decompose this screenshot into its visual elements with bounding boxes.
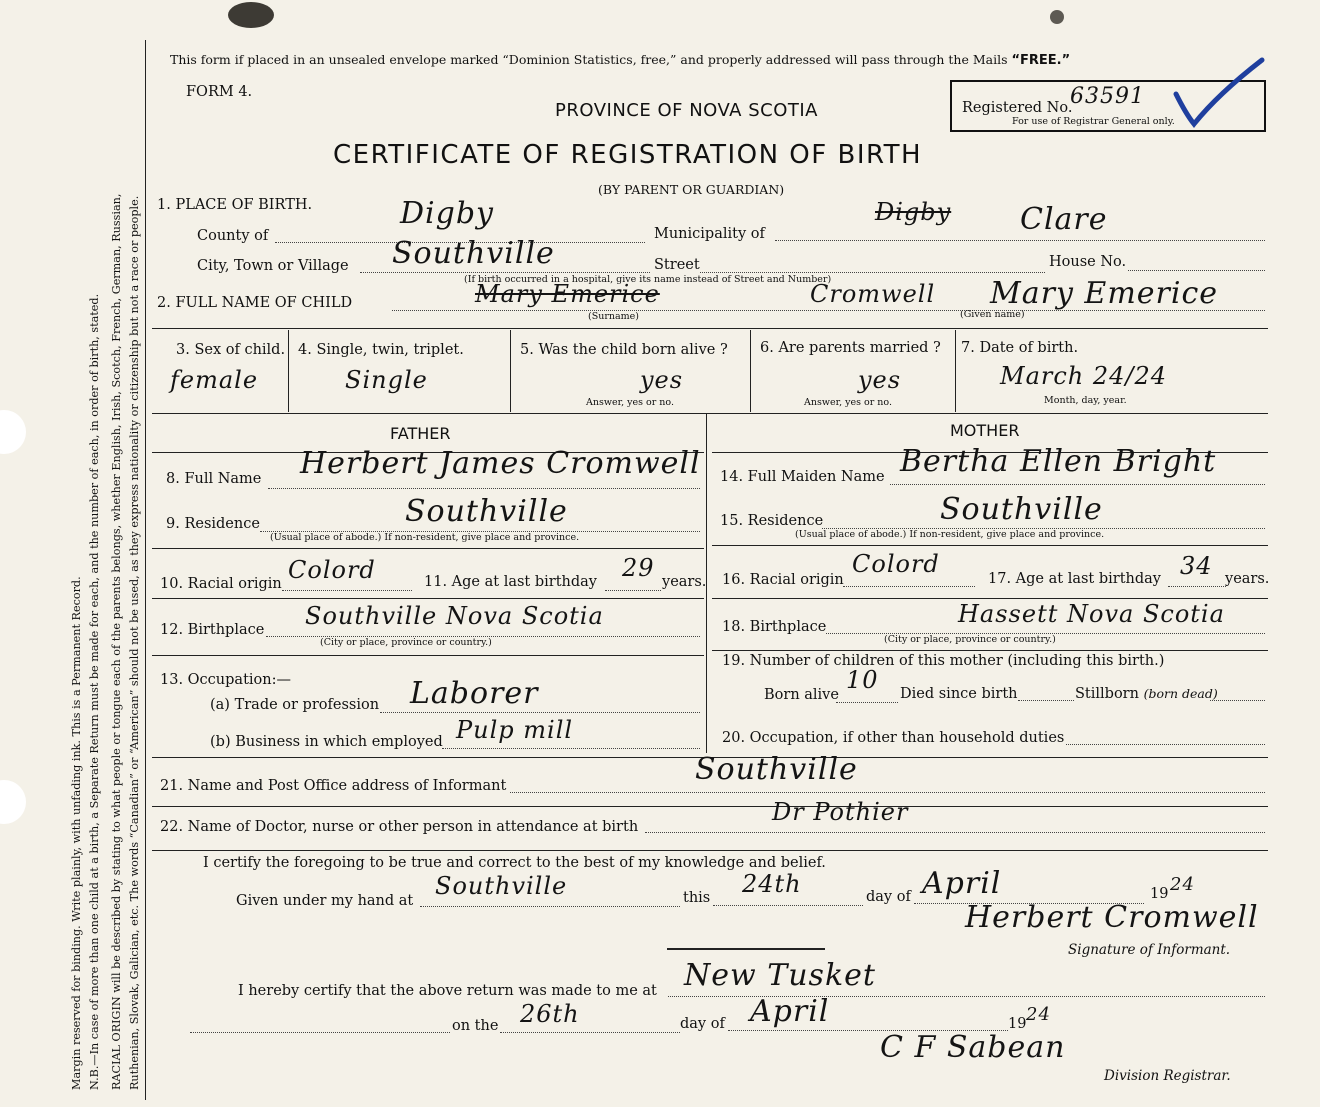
city-label: City, Town or Village bbox=[197, 258, 349, 274]
registered-number: 63591 bbox=[1070, 84, 1145, 109]
father-residence-value: Southville bbox=[405, 494, 568, 529]
registrar-statement: I hereby certify that the above return was made to me at bbox=[238, 983, 657, 999]
registrar-signature: C F Sabean bbox=[880, 1030, 1066, 1065]
margin-racial-origin-note: RACIAL ORIGIN will be described by stating to what people or tongue each of the parents belongs, whether English, Irish, Scotch, French, German, Russian, bbox=[110, 193, 123, 1090]
mother-age-value: 34 bbox=[1180, 552, 1213, 580]
binder-hole bbox=[0, 410, 26, 454]
form-number: FORM 4. bbox=[186, 84, 253, 100]
registrar-place-value: New Tusket bbox=[684, 958, 876, 993]
given-year-value: 24 bbox=[1170, 874, 1195, 895]
father-age-unit: years. bbox=[662, 574, 707, 590]
died-since-birth-label: Died since birth bbox=[900, 686, 1018, 702]
ink-stain bbox=[1050, 10, 1064, 24]
plurality-value: Single bbox=[345, 366, 428, 394]
sex-label: 3. Sex of child. bbox=[176, 342, 286, 358]
street-label: Street bbox=[654, 257, 700, 273]
mother-children-label: 19. Number of children of this mother (including this birth.) bbox=[722, 653, 1165, 669]
father-heading: FATHER bbox=[390, 424, 451, 443]
mother-age-label: 17. Age at last birthday bbox=[988, 571, 1161, 587]
child-name-label: 2. FULL NAME OF CHILD bbox=[157, 295, 353, 311]
father-business-value: Pulp mill bbox=[456, 716, 574, 744]
date-of-birth-value: March 24/24 bbox=[1000, 362, 1168, 390]
margin-binding-note: Margin reserved for binding. Write plainly, with unfading ink. This is a Permanent Record. bbox=[70, 576, 83, 1090]
born-alive-note: Answer, yes or no. bbox=[586, 397, 675, 408]
registrar-note: For use of Registrar General only. bbox=[1012, 116, 1175, 127]
mother-birthplace-label: 18. Birthplace bbox=[722, 619, 827, 635]
parents-married-label: 6. Are parents married ? bbox=[760, 340, 941, 356]
form-border-left bbox=[145, 40, 146, 1100]
given-year-prefix: 19 bbox=[1150, 886, 1169, 902]
informant-signature: Herbert Cromwell bbox=[965, 900, 1259, 935]
registration-year-value: 24 bbox=[1026, 1004, 1051, 1025]
mother-residence-note: (Usual place of abode.) If non-resident, give place and province. bbox=[795, 529, 1105, 540]
child-name-struck: Mary Emerice bbox=[475, 280, 660, 308]
father-business-label: (b) Business in which employed bbox=[210, 734, 443, 750]
plurality-label: 4. Single, twin, triplet. bbox=[298, 342, 464, 358]
father-age-label: 11. Age at last birthday bbox=[424, 574, 597, 590]
sex-value: female bbox=[170, 366, 259, 394]
father-name-value: Herbert James Cromwell bbox=[300, 446, 701, 481]
given-day-of-label: day of bbox=[866, 889, 911, 905]
mother-heading: MOTHER bbox=[950, 421, 1020, 440]
date-of-birth-note: Month, day, year. bbox=[1044, 395, 1127, 406]
father-birthplace-label: 12. Birthplace bbox=[160, 622, 265, 638]
born-alive-label: 5. Was the child born alive ? bbox=[520, 342, 728, 358]
surname-note: (Surname) bbox=[588, 311, 639, 322]
father-birthplace-value: Southville Nova Scotia bbox=[305, 602, 604, 630]
stillborn-label: Stillborn (born dead) bbox=[1075, 686, 1218, 702]
mother-name-value: Bertha Ellen Bright bbox=[900, 444, 1217, 479]
father-name-label: 8. Full Name bbox=[166, 471, 262, 487]
county-label: County of bbox=[197, 228, 269, 244]
given-place-value: Southville bbox=[435, 872, 568, 900]
date-of-birth-label: 7. Date of birth. bbox=[961, 340, 1079, 356]
born-alive-count-value: 10 bbox=[846, 666, 879, 694]
child-given-name-value: Mary Emerice bbox=[990, 276, 1219, 311]
mail-notice: This form if placed in an unsealed envelope marked “Dominion Statistics, free,” and properly addressed will pass through the Mails “FREE.” bbox=[170, 52, 1071, 68]
county-value: Digby bbox=[400, 196, 495, 231]
born-alive-value: yes bbox=[640, 366, 684, 394]
mother-birthplace-value: Hassett Nova Scotia bbox=[958, 600, 1225, 628]
given-name-note: (Given name) bbox=[960, 309, 1025, 320]
doctor-value: Dr Pothier bbox=[772, 798, 909, 826]
binder-hole bbox=[0, 780, 26, 824]
province-heading: PROVINCE OF NOVA SCOTIA bbox=[555, 100, 818, 121]
place-of-birth-label: 1. PLACE OF BIRTH. bbox=[157, 197, 313, 213]
municipality-label: Municipality of bbox=[654, 226, 765, 242]
given-day-value: 24th bbox=[742, 870, 802, 898]
certificate-subtitle: (BY PARENT OR GUARDIAN) bbox=[598, 182, 785, 197]
registered-label: Registered No. bbox=[962, 100, 1073, 116]
mother-race-label: 16. Racial origin bbox=[722, 572, 844, 588]
mother-name-label: 14. Full Maiden Name bbox=[720, 469, 885, 485]
margin-racial-origin-note-2: Ruthenian, Slovak, Galician, etc. The words “Canadian” or “American” should not be used, as they express nationality or citizenship but not a race or people. bbox=[128, 195, 141, 1090]
registration-day-value: 26th bbox=[520, 1000, 580, 1028]
on-the-label: on the bbox=[452, 1018, 499, 1034]
child-surname-value: Cromwell bbox=[810, 280, 936, 308]
father-birthplace-note: (City or place, province or country.) bbox=[320, 637, 492, 648]
checkmark-icon bbox=[1168, 54, 1268, 134]
mother-race-value: Colord bbox=[852, 550, 940, 578]
city-value: Southville bbox=[392, 236, 555, 271]
father-trade-value: Laborer bbox=[410, 676, 539, 711]
father-race-label: 10. Racial origin bbox=[160, 576, 282, 592]
house-number-label: House No. bbox=[1049, 254, 1127, 270]
father-residence-note: (Usual place of abode.) If non-resident, give place and province. bbox=[270, 532, 580, 543]
margin-multiple-birth-note: N.B.—In case of more than one child at a birth, a Separate Return must be made for each, and the number of each, in order of birth, stated. bbox=[88, 293, 101, 1090]
certificate-title: CERTIFICATE OF REGISTRATION OF BIRTH bbox=[333, 140, 923, 170]
registration-day-of-label: day of bbox=[680, 1016, 725, 1032]
informant-signature-caption: Signature of Informant. bbox=[1068, 942, 1231, 958]
mother-occupation-label: 20. Occupation, if other than household duties bbox=[722, 730, 1065, 746]
father-trade-label: (a) Trade or profession bbox=[210, 697, 380, 713]
mother-birthplace-note: (City or place, province or country.) bbox=[884, 634, 1056, 645]
hospital-note: (If birth occurred in a hospital, give its name instead of Street and Number) bbox=[464, 274, 832, 285]
informant-label: 21. Name and Post Office address of Informant bbox=[160, 778, 507, 794]
mother-residence-value: Southville bbox=[940, 492, 1103, 527]
father-occupation-label: 13. Occupation:— bbox=[160, 672, 291, 688]
given-under-label: Given under my hand at bbox=[236, 893, 414, 909]
doctor-label: 22. Name of Doctor, nurse or other person in attendance at birth bbox=[160, 819, 639, 835]
given-this-label: this bbox=[683, 890, 711, 906]
municipality-value: Clare bbox=[1020, 202, 1108, 237]
ink-stain bbox=[228, 2, 274, 28]
registrar-signature-caption: Division Registrar. bbox=[1104, 1068, 1231, 1084]
parents-married-value: yes bbox=[858, 366, 902, 394]
municipality-struck-value: Digby bbox=[875, 198, 952, 226]
father-race-value: Colord bbox=[288, 556, 376, 584]
registration-month-value: April bbox=[750, 994, 830, 1029]
born-alive-count-label: Born alive bbox=[764, 687, 839, 703]
father-residence-label: 9. Residence bbox=[166, 516, 260, 532]
mother-age-unit: years. bbox=[1225, 571, 1270, 587]
informant-value: Southville bbox=[695, 752, 858, 787]
registration-year-prefix: 19 bbox=[1008, 1016, 1027, 1032]
certification-statement: I certify the foregoing to be true and correct to the best of my knowledge and belief. bbox=[203, 855, 826, 871]
mother-residence-label: 15. Residence bbox=[720, 513, 824, 529]
father-age-value: 29 bbox=[622, 554, 655, 582]
given-month-value: April bbox=[922, 866, 1002, 901]
parents-married-note: Answer, yes or no. bbox=[804, 397, 893, 408]
